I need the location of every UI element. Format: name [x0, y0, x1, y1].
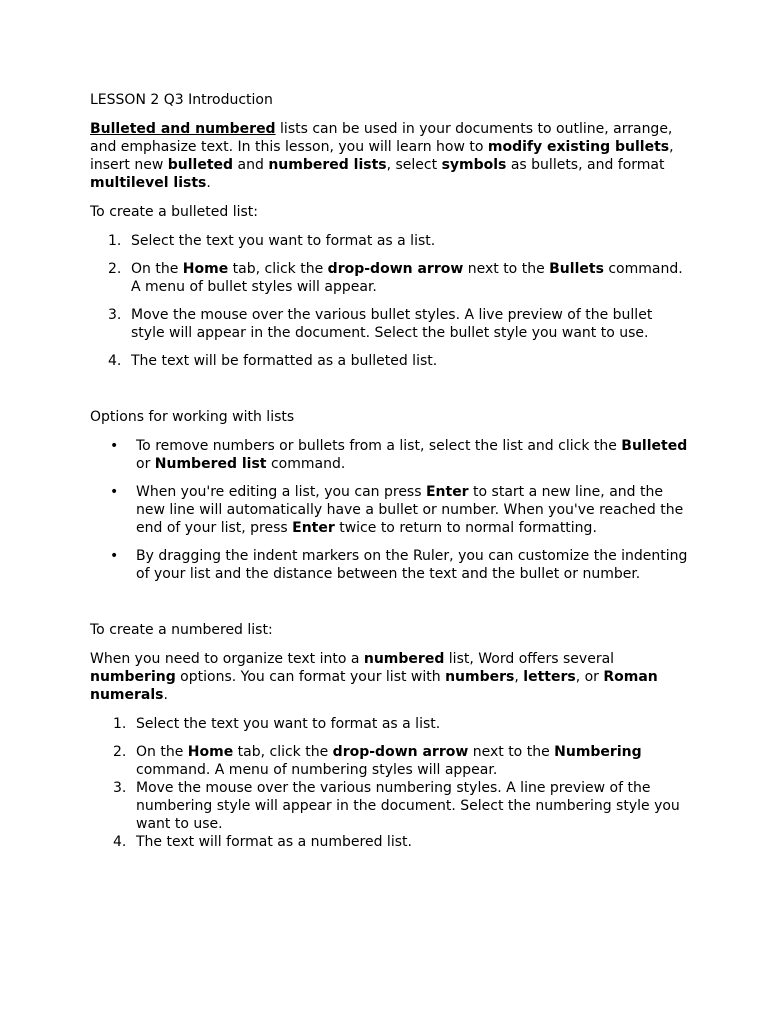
step-number: 2. [113, 744, 127, 760]
document-page [90, 91, 690, 851]
list-item: • By dragging the indent markers on the Ruler, you can customize the indenting of your list and the distance between the text and the bullet or number. [110, 548, 688, 582]
list-item: 2. On the Home tab, click the drop-down arrow next to the Numbering command. A menu of numbering styles will appear. [113, 744, 642, 778]
numbered-steps-list [90, 715, 690, 851]
step-number: 4. [113, 834, 127, 850]
list-item: • To remove numbers or bullets from a list, select the list and click the Bulleted or Numbered list command. [110, 438, 688, 472]
list-item: • When you're editing a list, you can press Enter to start a new line, and the new line will automatically have a bullet or number. When you've reached the end of your list, press Enter twice to return to normal formatting. [110, 484, 684, 536]
bullet-icon: • [110, 548, 119, 564]
lesson-title: LESSON 2 Q3 Introduction [90, 92, 273, 108]
numbered-list-heading: To create a numbered list: [90, 622, 273, 638]
list-item: 1. Select the text you want to format as a list. [113, 716, 441, 732]
intro-paragraph: Bulleted and numbered lists can be used in your documents to outline, arrange, and emphasize text. In this lesson, you will learn how to modify existing bullets, insert new bulleted and numbered lists, select symbols as bullets, and format multilevel lists. [90, 121, 674, 191]
bullet-icon: • [110, 438, 119, 454]
bulleted-steps-list [90, 232, 690, 370]
list-item: 2. On the Home tab, click the drop-down arrow next to the Bullets command. A menu of bullet styles will appear. [108, 261, 683, 295]
list-item: 4. The text will format as a numbered list. [113, 834, 412, 850]
step-number: 3. [113, 780, 127, 796]
step-number: 4. [108, 353, 122, 369]
list-item: 3. Move the mouse over the various numbering styles. A line preview of the numbering style will appear in the document. Select the numbering style you want to use. [113, 780, 680, 832]
step-number: 2. [108, 261, 122, 277]
options-list [90, 437, 690, 583]
step-number: 1. [113, 716, 127, 732]
step-number: 1. [108, 233, 122, 249]
bullet-icon: • [110, 484, 119, 500]
step-number: 3. [108, 307, 122, 323]
bulleted-list-heading: To create a bulleted list: [90, 204, 258, 220]
list-item: 3. Move the mouse over the various bullet styles. A live preview of the bullet style will appear in the document. Select the bullet style you want to use. [108, 307, 653, 341]
intro-emphasis: Bulleted and numbered [90, 121, 276, 137]
list-item: 1. Select the text you want to format as a list. [108, 233, 436, 249]
list-item: 4. The text will be formatted as a bulleted list. [108, 353, 438, 369]
options-heading: Options for working with lists [90, 409, 295, 425]
numbered-intro-paragraph: When you need to organize text into a numbered list, Word offers several numbering options. You can format your list with numbers, letters, or Roman numerals. [90, 651, 658, 703]
